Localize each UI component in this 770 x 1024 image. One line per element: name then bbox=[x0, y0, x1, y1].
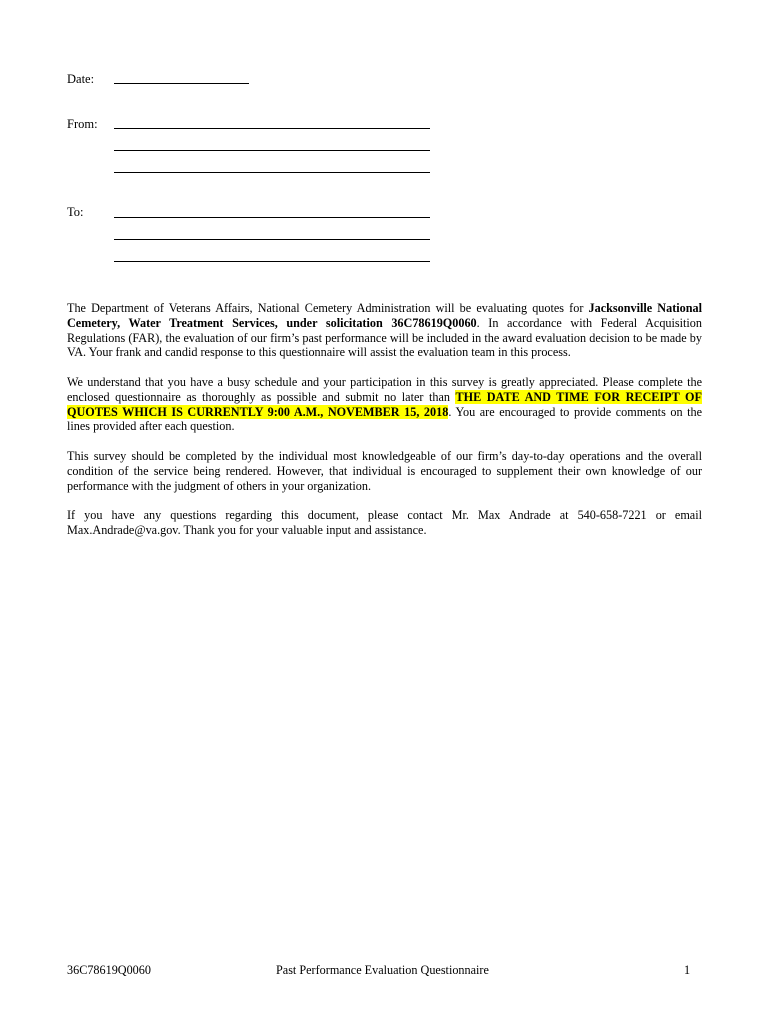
date-line bbox=[114, 83, 249, 84]
paragraph-intro: The Department of Veterans Affairs, National Cemetery Administration will be evaluating quotes for Jacksonville National Cemetery, Water Treatment Services, under solicitation 36C78619Q0060. In accordance with Federal Acquisition Regulations (FAR), the evaluation of our firm’s past performance will be included in the award evaluation decision to be made by VA. Your frank and candid response to this questionnaire will assist the evaluation team in this process. bbox=[67, 301, 702, 360]
deadline-highlight: THE DATE AND TIME FOR RECEIPT OF QUOTES WHICH IS CURRENTLY 9:00 A.M., NOVEMBER 15, 2018 bbox=[67, 389, 702, 419]
letter-body bbox=[67, 301, 702, 553]
paragraph-respondent: This survey should be completed by the individual most knowledgeable of our firm’s day-to-day operations and the overall condition of the service being rendered. However, that individual is encouraged to supplement their own knowledge of our performance with the judgment of others in your organization. bbox=[67, 448, 702, 493]
paragraph-deadline: We understand that you have a busy schedule and your participation in this survey is greatly appreciated. Please complete the enclosed questionnaire as thoroughly as possible and submit no later than THE DATE AND TIME FOR RECEIPT OF QUOTES WHICH IS CURRENTLY 9:00 A.M., NOVEMBER 15, 2018. You are encouraged to provide comments on the lines provided after each question. bbox=[67, 374, 702, 434]
to-line-3 bbox=[114, 261, 430, 262]
from-line-1 bbox=[114, 128, 430, 129]
date-label: Date: bbox=[67, 72, 95, 86]
footer-page-number: 1 bbox=[684, 963, 691, 977]
to-line-1 bbox=[114, 217, 430, 218]
from-line-2 bbox=[114, 150, 430, 151]
footer-solicitation-number: 36C78619Q0060 bbox=[67, 963, 151, 977]
solicitation-title: Jacksonville National Cemetery, Water Treatment Services, under solicitation 36C78619Q0060 bbox=[67, 301, 702, 330]
from-line-3 bbox=[114, 172, 430, 173]
to-line-2 bbox=[114, 239, 430, 240]
to-label: To: bbox=[67, 205, 84, 219]
from-label: From: bbox=[67, 117, 98, 131]
paragraph-contact: If you have any questions regarding this document, please contact Mr. Max Andrade at 540-658-7221 or email Max.Andrade@va.gov. Thank you for your valuable input and assistance. bbox=[67, 508, 702, 537]
footer-document-title: Past Performance Evaluation Questionnaire bbox=[276, 963, 489, 977]
